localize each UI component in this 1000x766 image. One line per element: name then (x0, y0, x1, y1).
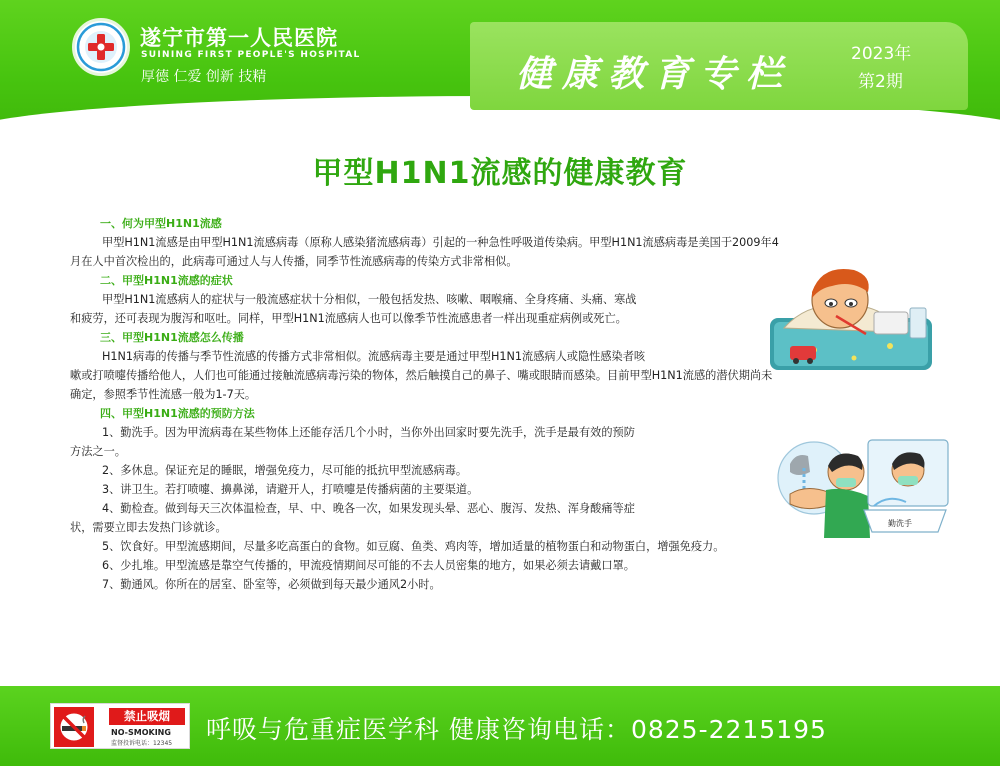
paragraph-line: 甲型H1N1流感病人的症状与一般流感症状十分相似，一般包括发热、咳嗽、咽喉痛、全身疼痛、头痛、寒战 (102, 293, 637, 306)
hospital-name-en: SUINING FIRST PEOPLE'S HOSPITAL (141, 50, 361, 60)
paragraph-line: 6、少扎堆。甲型流感是靠空气传播的，甲流疫情期间尽可能的不去人员密集的地方，如果必须去请戴口罩。 (102, 559, 635, 572)
section-heading: 二、甲型H1N1流感的症状 (100, 274, 233, 287)
hand-washing-caption: 勤洗手 (888, 519, 912, 528)
no-smoking-en: NO-SMOKING (111, 728, 171, 737)
paragraph-line: 嗽或打喷嚏传播给他人，人们也可能通过接触流感病毒污染的物体，然后触摸自己的鼻子、嘴或眼睛而感染。目前甲型H1N1流感的潜伏期尚未 (70, 369, 773, 382)
paragraph-line: 月在人中首次检出的，此病毒可通过人与人传播，同季节性流感病毒的传染方式非常相似。 (70, 255, 518, 268)
paragraph-line: H1N1病毒的传播与季节性流感的传播方式非常相似。流感病毒主要是通过甲型H1N1流感病人或隐性感染者咳 (102, 350, 646, 363)
header-banner (0, 0, 1000, 132)
paragraph-line: 7、勤通风。你所在的居室、卧室等，必须做到每天最少通风2小时。 (102, 578, 441, 591)
paragraph-line: 5、饮食好。甲型流感期间，尽量多吃高蛋白的食物。如豆腐、鱼类、鸡肉等，增加适量的植物蛋白和动物蛋白，增强免疫力。 (102, 540, 725, 553)
hand-washing-illustration (776, 432, 952, 540)
column-title-box (470, 22, 968, 110)
section-paragraph (70, 290, 770, 328)
column-title: 健康教育专栏 (516, 53, 793, 95)
paragraph-line: 2、多休息。保证充足的睡眠，增强免疫力，尽可能的抵抗甲型流感病毒。 (102, 464, 468, 477)
section-heading: 一、何为甲型H1N1流感 (100, 217, 222, 230)
paragraph-line: 和疲劳，还可表现为腹泻和呕吐。同样，甲型H1N1流感病人也可以像季节性流感患者一样出现重症病例或死亡。 (70, 312, 627, 325)
footer-banner (0, 686, 1000, 766)
paragraph-line: 1、勤洗手。因为甲流病毒在某些物体上还能存活几个小时，当你外出回家时要先洗手，洗手是最有效的预防 (102, 426, 635, 439)
hospital-motto: 厚德 仁爱 创新 技精 (141, 69, 267, 85)
section-paragraph (70, 423, 770, 594)
paragraph-line: 3、讲卫生。若打喷嚏、擤鼻涕，请避开人，打喷嚏是传播病菌的主要渠道。 (102, 483, 479, 496)
section-heading: 三、甲型H1N1流感怎么传播 (100, 331, 244, 344)
no-smoking-sign (50, 703, 190, 749)
section-paragraph (70, 347, 773, 404)
complaint-hotline: 监督投诉电话：12345 (111, 740, 173, 747)
issue-number: 第2期 (858, 72, 903, 92)
department-contact: 呼吸与危重症医学科 健康咨询电话：0825-2215195 (206, 715, 827, 744)
page-title: 甲型H1N1流感的健康教育 (312, 156, 688, 191)
article-body (70, 214, 779, 594)
hospital-logo-icon (72, 18, 130, 76)
sick-child-illustration (770, 258, 932, 370)
paragraph-line: 状，需要立即去发热门诊就诊。 (70, 521, 227, 534)
no-smoking-icon (54, 707, 94, 747)
paragraph-line: 方法之一。 (70, 445, 126, 458)
hospital-name: 遂宁市第一人民医院 (140, 26, 338, 50)
no-smoking-cn: 禁止吸烟 (109, 708, 185, 725)
paragraph-line: 4、勤检查。做到每天三次体温检查，早、中、晚各一次，如果发现头晕、恶心、腹泻、发热、浑身酸痛等症 (102, 502, 635, 515)
paragraph-line: 确定，参照季节性流感一般为1-7天。 (70, 388, 257, 401)
section-heading: 四、甲型H1N1流感的预防方法 (100, 407, 255, 420)
section-paragraph (70, 233, 779, 271)
issue-year: 2023年 (851, 44, 912, 64)
paragraph-line: 甲型H1N1流感是由甲型H1N1流感病毒（原称人感染猪流感病毒）引起的一种急性呼吸道传染病。甲型H1N1流感病毒是美国于2009年4 (102, 236, 779, 249)
